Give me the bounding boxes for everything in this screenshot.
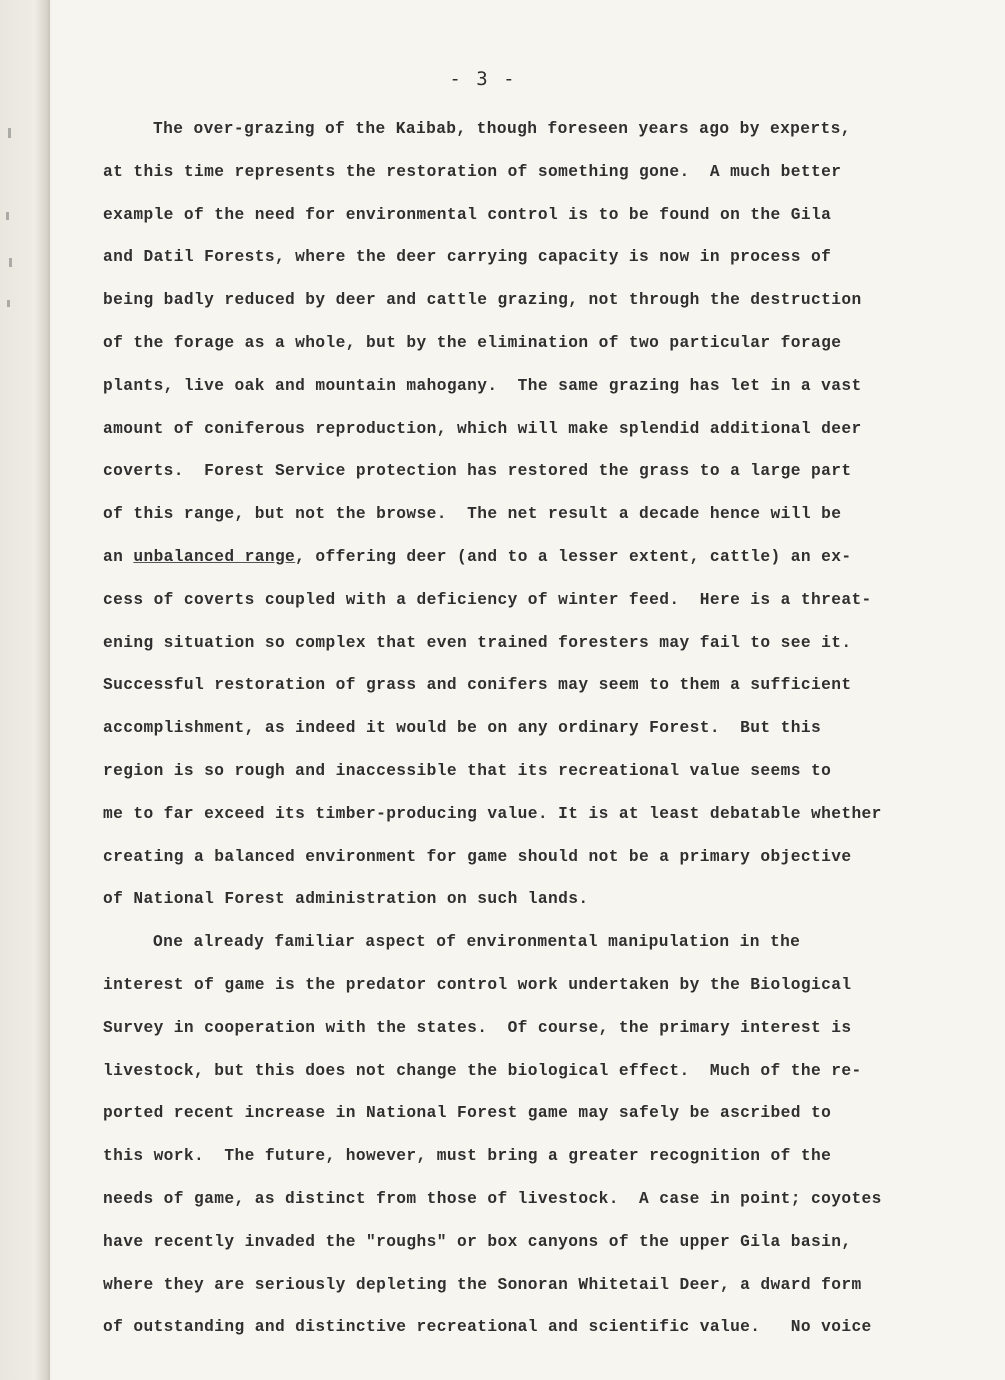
text-line: coverts. Forest Service protection has restored the grass to a large part bbox=[103, 462, 852, 481]
text-line: have recently invaded the "roughs" or box canyons of the upper Gila basin, bbox=[103, 1232, 852, 1251]
text-line: interest of game is the predator control work undertaken by the Biological bbox=[103, 975, 852, 994]
binding-mark bbox=[9, 258, 12, 267]
text-line: livestock, but this does not change the biological effect. Much of the re- bbox=[103, 1061, 862, 1080]
text-line: at this time represents the restoration of something gone. A much better bbox=[103, 162, 842, 181]
paragraph-2 bbox=[103, 921, 973, 1349]
text-line: One already familiar aspect of environmental manipulation in the bbox=[153, 933, 801, 952]
binding-mark bbox=[7, 300, 10, 307]
binding-mark bbox=[6, 212, 9, 220]
page-number: - 3 - bbox=[449, 68, 517, 90]
text-line: needs of game, as distinct from those of livestock. A case in point; coyotes bbox=[103, 1189, 882, 1208]
text-line: me to far exceed its timber-producing value. It is at least debatable whether bbox=[103, 804, 882, 823]
binding-strip bbox=[0, 0, 50, 1380]
text-line: Survey in cooperation with the states. Of course, the primary interest is bbox=[103, 1018, 852, 1037]
text-line: of this range, but not the browse. The net result a decade hence will be bbox=[103, 505, 842, 524]
underlined-phrase: unbalanced range bbox=[133, 547, 296, 566]
text-line: ening situation so complex that even trained foresters may fail to see it. bbox=[103, 633, 852, 652]
text-line: of outstanding and distinctive recreational and scientific value. No voice bbox=[103, 1318, 872, 1337]
text-line: plants, live oak and mountain mahogany. The same grazing has let in a vast bbox=[103, 376, 862, 395]
text-line: creating a balanced environment for game should not be a primary objective bbox=[103, 847, 852, 866]
text-line: amount of coniferous reproduction, which will make splendid additional deer bbox=[103, 419, 862, 438]
text-line: this work. The future, however, must bring a greater recognition of the bbox=[103, 1147, 832, 1166]
text-line: The over-grazing of the Kaibab, though foreseen years ago by experts, bbox=[153, 120, 851, 138]
text-line: cess of coverts coupled with a deficiency of winter feed. Here is a threat- bbox=[103, 590, 872, 609]
typescript-body bbox=[103, 108, 973, 1349]
text-line: Successful restoration of grass and conifers may seem to them a sufficient bbox=[103, 676, 852, 695]
text-line: and Datil Forests, where the deer carrying capacity is now in process of bbox=[103, 248, 832, 267]
binding-mark bbox=[8, 128, 11, 138]
text-line: ported recent increase in National Forest game may safely be ascribed to bbox=[103, 1104, 832, 1123]
text-fragment: an bbox=[103, 547, 134, 566]
text-line: of National Forest administration on such lands. bbox=[103, 890, 589, 909]
paragraph-1 bbox=[103, 108, 973, 921]
text-line: where they are seriously depleting the Sonoran Whitetail Deer, a dward form bbox=[103, 1275, 862, 1294]
text-line-with-emphasis bbox=[103, 536, 973, 579]
text-line: example of the need for environmental control is to be found on the Gila bbox=[103, 205, 832, 224]
text-line: being badly reduced by deer and cattle grazing, not through the destruction bbox=[103, 291, 862, 310]
text-line: region is so rough and inaccessible that its recreational value seems to bbox=[103, 761, 832, 780]
text-line: accomplishment, as indeed it would be on any ordinary Forest. But this bbox=[103, 719, 822, 738]
text-line: of the forage as a whole, but by the elimination of two particular forage bbox=[103, 333, 842, 352]
text-fragment: offering deer (and to a lesser extent, cattle) an ex- bbox=[315, 547, 852, 566]
text-fragment: , bbox=[295, 547, 316, 566]
